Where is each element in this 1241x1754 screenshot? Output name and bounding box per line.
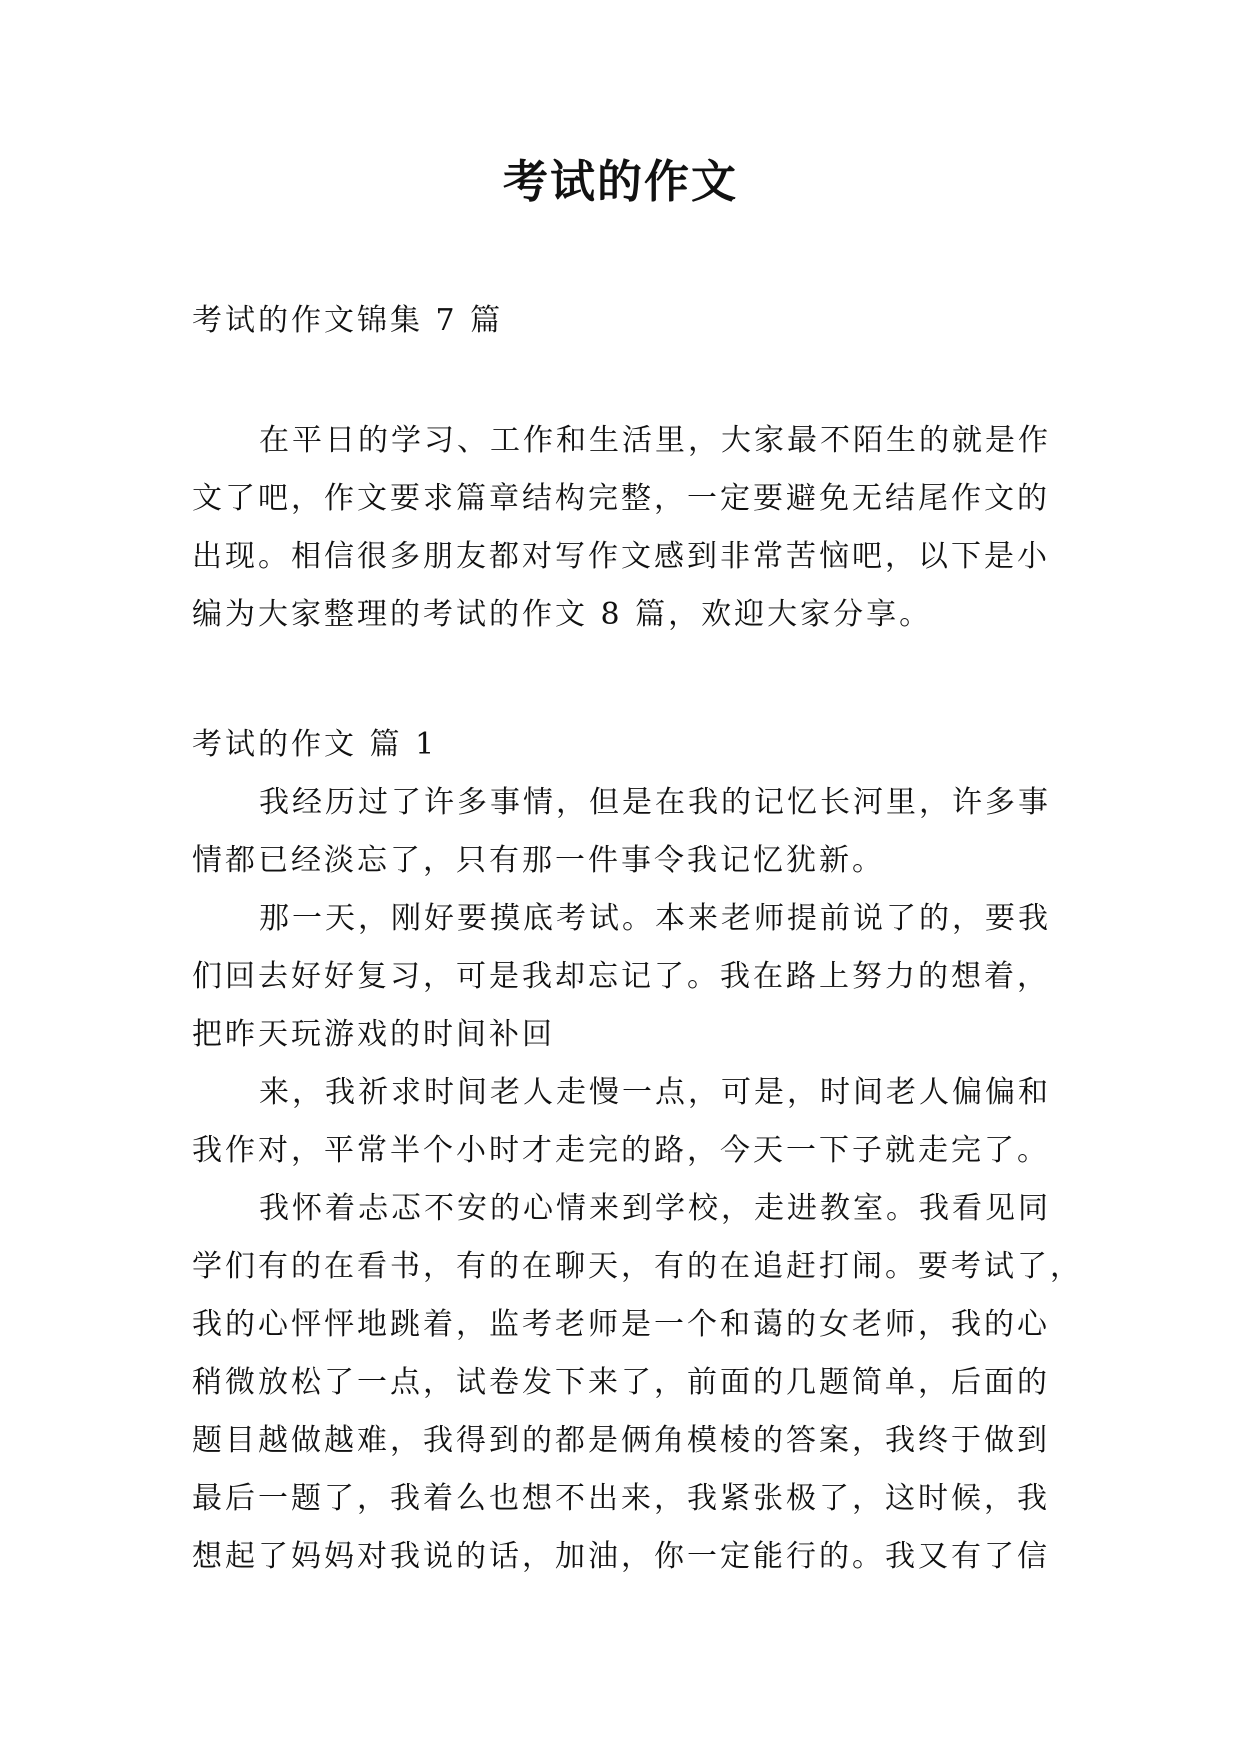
- body-line: 最后一题了，我着么也想不出来，我紧张极了，这时候，我: [192, 1481, 1050, 1516]
- body-line: 们回去好好复习，可是我却忘记了。我在路上努力的想着，: [192, 959, 1050, 994]
- body-line: 我怀着忐忑不安的心情来到学校，走进教室。我看见同: [259, 1191, 1051, 1226]
- intro-line: 文了吧，作文要求篇章结构完整，一定要避免无结尾作文的: [192, 481, 1050, 516]
- essay-body: [192, 774, 1083, 1586]
- body-line: 稍微放松了一点，试卷发下来了，前面的几题简单，后面的: [192, 1365, 1050, 1400]
- intro-line: 编为大家整理的考试的作文 8 篇，欢迎大家分享。: [192, 597, 933, 632]
- body-line: 把昨天玩游戏的时间补回: [192, 1017, 555, 1052]
- body-line: 来，我祈求时间老人走慢一点，可是，时间老人偏偏和: [259, 1075, 1051, 1110]
- spacer: [192, 644, 1052, 716]
- intro-line: 出现。相信很多朋友都对写作文感到非常苦恼吧，以下是小: [192, 539, 1050, 574]
- body-line: 情都已经淡忘了，只有那一件事令我记忆犹新。: [192, 843, 885, 878]
- section-heading: 考试的作文 篇 1: [192, 727, 438, 762]
- body-line: 学们有的在看书，有的在聊天，有的在追赶打闹。要考试了，: [192, 1249, 1083, 1284]
- intro-paragraph: [192, 412, 1052, 644]
- body-line: 那一天，刚好要摸底考试。本来老师提前说了的，要我: [259, 901, 1051, 936]
- body-line: 我作对，平常半个小时才走完的路，今天一下子就走完了。: [192, 1133, 1050, 1168]
- document-subtitle: 考试的作文锦集 7 篇: [192, 303, 504, 338]
- intro-line: 在平日的学习、工作和生活里，大家最不陌生的就是作: [259, 423, 1051, 458]
- document-content: [192, 292, 1083, 1586]
- body-line: 题目越做越难，我得到的都是俩角模棱的答案，我终于做到: [192, 1423, 1050, 1458]
- body-line: 想起了妈妈对我说的话，加油，你一定能行的。我又有了信: [192, 1539, 1050, 1574]
- spacer: [192, 350, 1052, 412]
- body-line: 我经历过了许多事情，但是在我的记忆长河里，许多事: [259, 785, 1051, 820]
- document-title: 考试的作文: [502, 155, 738, 208]
- body-line: 我的心怦怦地跳着，监考老师是一个和蔼的女老师，我的心: [192, 1307, 1050, 1342]
